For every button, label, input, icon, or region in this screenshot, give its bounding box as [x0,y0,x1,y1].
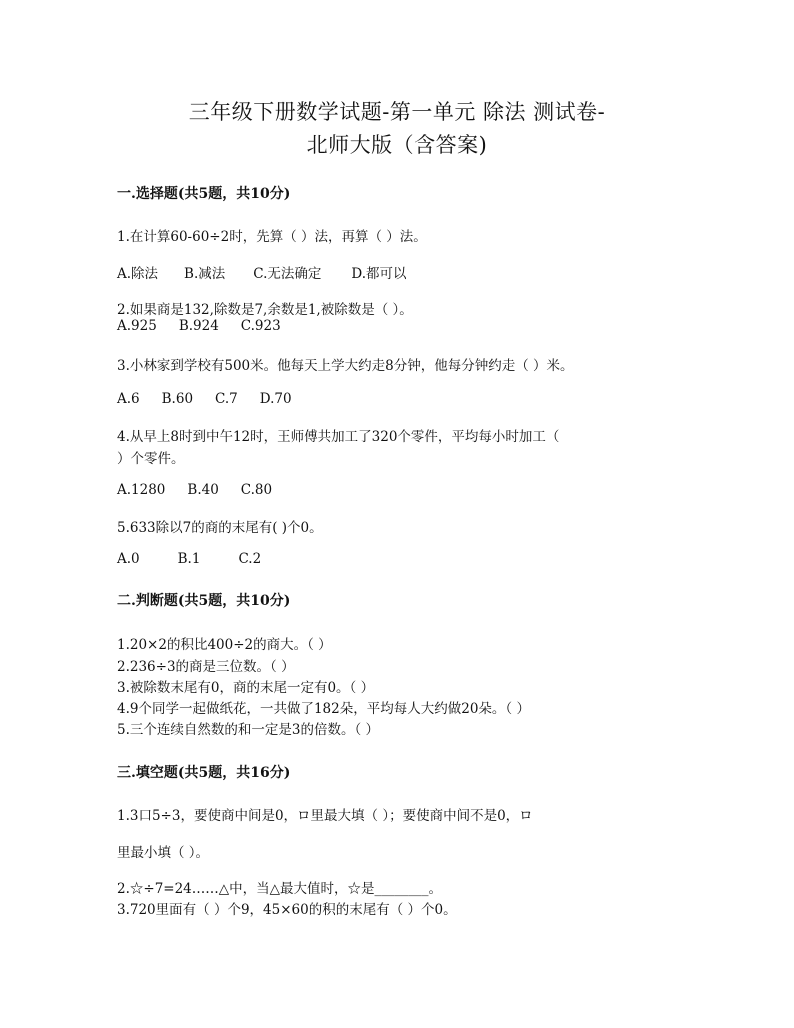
option: A.6 [117,391,140,407]
fill-q2: 2.☆÷7=24……△中，当△最大值时，☆是________。 [117,881,443,897]
choice-q2: 2.如果商是132,除数是7,余数是1,被除数是（ ）。 [117,302,413,318]
option: A.除法 [117,266,159,282]
choice-q4-options [117,482,294,498]
option: D.70 [259,391,292,407]
fill-q1-line1: 1.3口5÷3，要使商中间是0，ロ里最大填（ ）；要使商中间不是0，ロ [117,808,533,824]
option: A.1280 [117,482,166,498]
option: B.40 [187,482,219,498]
choice-q5: 5.633除以7的商的末尾有( )个0。 [117,520,323,536]
option: C.923 [240,318,281,334]
title-line-2: 北师大版（含答案) [306,133,488,157]
choice-q3-options [117,391,314,407]
option: A.0 [117,551,140,567]
option: C.7 [215,391,238,407]
judge-q1: 1.20×2的积比400÷2的商大。（ ） [117,637,332,653]
choice-q3: 3.小林家到学校有500米。他每天上学大约走8分钟，他每分钟约走（ ）米。 [117,358,574,374]
choice-q1: 1.在计算60-60÷2时，先算（ ）法，再算（ ）法。 [117,229,427,245]
choice-q4-line1: 4.从早上8时到中午12时，王师傅共加工了320个零件，平均每小时加工（ [117,429,560,445]
choice-q1-options [117,262,429,282]
judge-q4: 4.9个同学一起做纸花，一共做了182朵，平均每人大约做20朵。（ ） [117,701,530,717]
title-line-1: 三年级下册数学试题-第一单元 除法 测试卷- [188,100,606,124]
choice-q2-options [117,318,303,334]
choice-q4-line2: ）个零件。 [117,451,185,467]
option: C.80 [240,482,273,498]
section-fill-heading: 三.填空题(共5题，共16分) [117,765,291,781]
option: D.都可以 [351,266,407,282]
fill-q1-line2: 里最小填（ ）。 [117,845,210,861]
option: B.60 [161,391,194,407]
section-choice-heading: 一.选择题(共5题，共10分) [117,186,291,202]
judge-q3: 3.被除数末尾有0，商的末尾一定有0。（ ） [117,680,375,696]
option: B.1 [177,551,201,567]
choice-q5-options [117,551,283,567]
option: A.925 [117,318,157,334]
option: B.924 [178,318,219,334]
section-judge-heading: 二.判断题(共5题，共10分) [117,593,291,609]
fill-q3: 3.720里面有（ ）个9，45×60的积的末尾有（ ）个0。 [117,902,457,918]
option: C.无法确定 [253,266,322,282]
judge-q5: 5.三个连续自然数的和一定是3的倍数。（ ） [117,722,380,738]
option: B.减法 [184,266,226,282]
judge-q2: 2.236÷3的商是三位数。（ ） [117,659,295,675]
option: C.2 [238,551,262,567]
